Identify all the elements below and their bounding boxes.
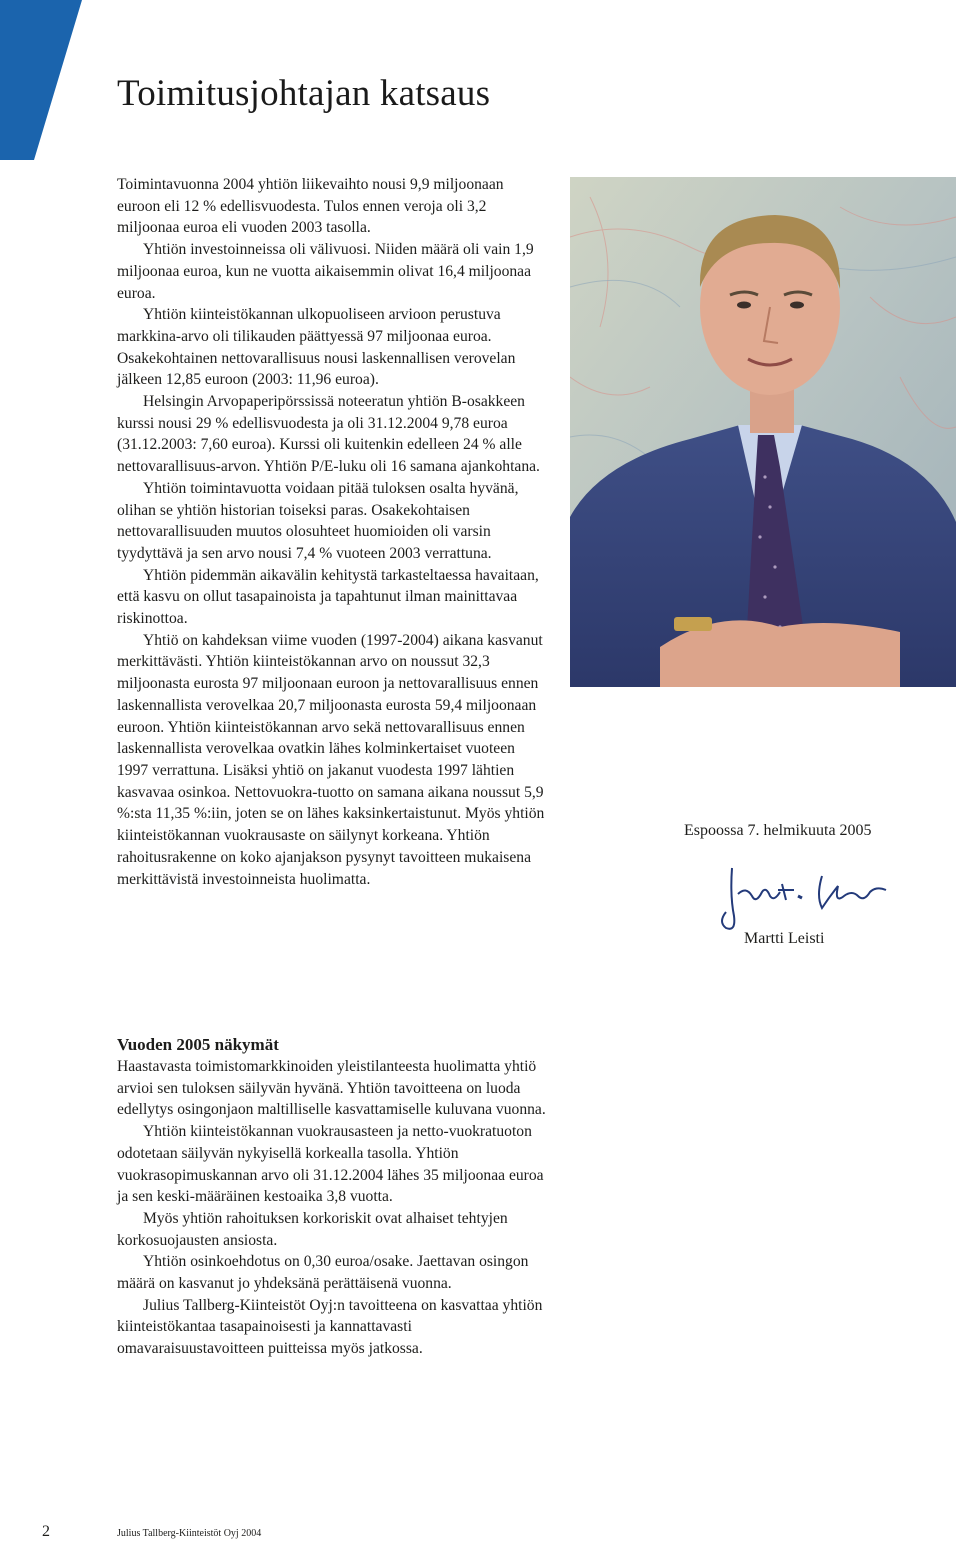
outlook-paragraph: Yhtiön kiinteistökannan vuokrausasteen ja netto-vuokratuoton odotetaan säilyvän nykyisellä korkealla tasolla. Yhtiön vuokrasopimuskannan arvo oli 31.12.2004 lähes 35 miljoonaa euroa ja sen keski-määräinen kestoaika 3,8 vuotta. <box>117 1123 544 1206</box>
footer-publication: Julius Tallberg-Kiinteistöt Oyj 2004 <box>117 1528 262 1539</box>
body-paragraph: Toimintavuonna 2004 yhtiön liikevaihto nousi 9,9 miljoonaan euroon eli 12 % edellisvuodesta. Tulos ennen veroja oli 3,2 miljoonaa euroa eli vuoden 2003 tasolla. <box>117 176 504 237</box>
body-paragraph: Yhtiön toimintavuotta voidaan pitää tuloksen osalta hyvänä, olihan se yhtiön historian toiseksi paras. Osakekohtaisen nettovarallisuuden muutos olosuhteet huomioiden oli varsin tyydyttävä ja sen arvo nousi 7,4 % vuoteen 2003 verrattuna. <box>117 479 519 562</box>
handwritten-signature <box>712 856 898 936</box>
body-paragraph: Yhtiön kiinteistökannan ulkopuoliseen arvioon perustuva markkina-arvo oli tilikauden päättyessä 97 miljoonaa euroa. Osakekohtainen nettovarallisuus nousi laskennallisen verovelan jälkeen 12,85 euroon (2003: 11,96 euroa). <box>117 306 516 389</box>
place-and-date: Espoossa 7. helmikuuta 2005 <box>684 822 872 839</box>
outlook-paragraph: Myös yhtiön rahoituksen korkoriskit ovat alhaiset tehtyjen korkosuojausten ansiosta. <box>117 1209 508 1249</box>
body-paragraph: Helsingin Arvopaperipörssissä noteeratun yhtiön B-osakkeen kurssi nousi 29 % edellisvuodesta ja oli 31.12.2004 9,78 euroa (31.12.2003: 7,60 euroa). Kurssi oli kuitenkin edelleen 24 % alle nettovarallisuus-arvon. Yhtiön P/E-luku oli 16 samana ajankohtana. <box>117 393 540 476</box>
outlook-paragraph: Yhtiön osinkoehdotus on 0,30 euroa/osake. Jaettavan osingon määrä on kasvanut jo yhdeksänä perättäisenä vuonna. <box>117 1253 529 1293</box>
body-paragraph: Yhtiö on kahdeksan viime vuoden (1997-2004) aikana kasvanut merkittävästi. Yhtiön kiinteistökannan arvo on noussut 32,3 miljoonasta eurosta 97 miljoonaan euroon ja nettovarallisuus ennen laskennallista verovelkaa 20,7 miljoonasta eurosta 59,4 miljoonaan euroon. Yhtiön kiinteistökannan arvo sekä nettovarallisuus ennen laskennallista verovelkaa ovatkin lähes kolminkertaiset vuoteen 1997 verrattuna. Lisäksi yhtiö on jakanut vuodesta 1997 lähtien kasvavaa osinkoa. Nettovuokra-tuotto on samana aikana noussut 5,9 %:sta 11,35 %:iin, joten se on lähes kaksinkertaistunut. Myös yhtiön kiinteistökannan vuokrausaste on säilynyt korkeana. Yhtiön rahoitusrakenne on koko ajanjakson pysynyt tavoitteen mukaisena merkittävistä investoinneista huolimatta. <box>117 631 545 888</box>
corner-accent-shape <box>0 0 82 160</box>
outlook-heading: Vuoden 2005 näkymät <box>117 1035 279 1054</box>
signer-name: Martti Leisti <box>744 930 825 947</box>
outlook-section <box>117 1034 547 1360</box>
main-text-column <box>117 174 547 890</box>
ceo-portrait-photo <box>570 177 956 687</box>
page-title: Toimitusjohtajan katsaus <box>117 73 491 114</box>
outlook-paragraph: Haastavasta toimistomarkkinoiden yleistilanteesta huolimatta yhtiö arvioi sen tuloksen säilyvän hyvänä. Yhtiön tavoitteena on luoda edellytys osingonjaon maltilliselle kasvattamiselle kuluvana vuonna. <box>117 1058 546 1119</box>
page-number: 2 <box>42 1523 50 1540</box>
outlook-paragraph: Julius Tallberg-Kiinteistöt Oyj:n tavoitteena on kasvattaa yhtiön kiinteistökantaa tasapainoisesti ja kannattavasti omavaraisuustavoitteen puitteissa myös jatkossa. <box>117 1296 543 1358</box>
body-paragraph: Yhtiön pidemmän aikavälin kehitystä tarkasteltaessa havaitaan, että kasvu on ollut tasapainoista ja tapahtunut ilman mainittavaa riskinottoa. <box>117 566 539 628</box>
body-paragraph: Yhtiön investoinneissa oli välivuosi. Niiden määrä oli vain 1,9 miljoonaa euroa, kun ne vuotta aikaisemmin olivat 16,4 miljoonaa euroa. <box>117 241 534 302</box>
